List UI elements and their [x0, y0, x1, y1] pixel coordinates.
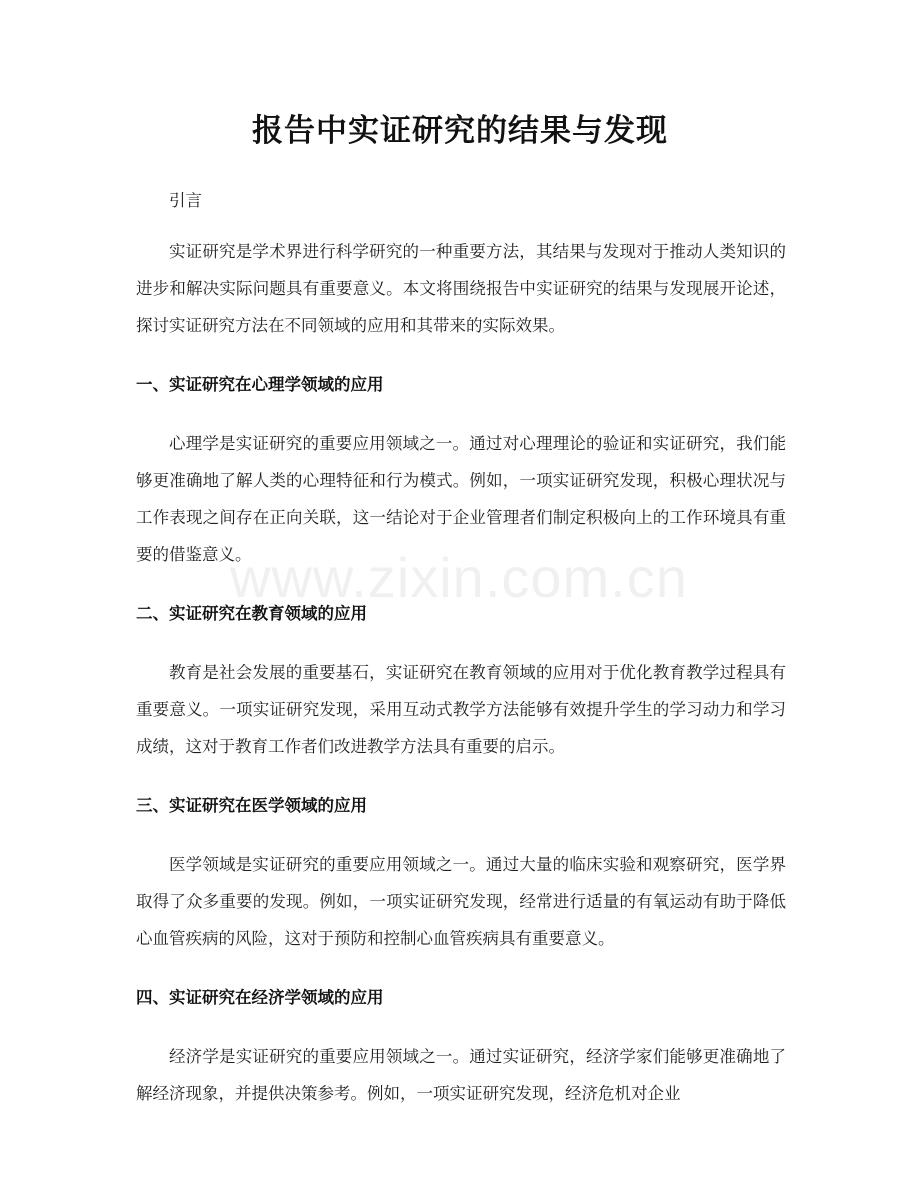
intro-label: 引言: [169, 191, 202, 210]
section-paragraph-psychology: 心理学是实证研究的重要应用领域之一。通过对心理理论的验证和实证研究，我们能够更准确地了解人类的心理特征和行为模式。例如，一项实证研究发现，积极心理状况与工作表现之间存在正向关联，这一结论对于企业管理者们制定积极向上的工作环境具有重要的借鉴意义。: [136, 434, 786, 564]
section-heading-medicine: 三、实证研究在医学领域的应用: [136, 796, 367, 815]
watermark-text: www.zixin.com.cn: [230, 546, 688, 609]
section-heading-economics: 四、实证研究在经济学领域的应用: [136, 988, 384, 1007]
section-paragraph-education: 教育是社会发展的重要基石，实证研究在教育领域的应用对于优化教育教学过程具有重要意义。一项实证研究发现，采用互动式教学方法能够有效提升学生的学习动力和学习成绩，这对于教育工作者们改进教学方法具有重要的启示。: [136, 663, 786, 756]
intro-paragraph: 实证研究是学术界进行科学研究的一种重要方法，其结果与发现对于推动人类知识的进步和解决实际问题具有重要意义。本文将围绕报告中实证研究的结果与发现展开论述，探讨实证研究方法在不同领域的应用和其带来的实际效果。: [136, 242, 786, 335]
document-body: [136, 182, 786, 1134]
section-paragraph-economics: 经济学是实证研究的重要应用领域之一。通过实证研究，经济学家们能够更准确地了解经济现象，并提供决策参考。例如，一项实证研究发现，经济危机对企业: [136, 1047, 786, 1103]
section-paragraph-medicine: 医学领域是实证研究的重要应用领域之一。通过大量的临床实验和观察研究，医学界取得了众多重要的发现。例如，一项实证研究发现，经常进行适量的有氧运动有助于降低心血管疾病的风险，这对于预防和控制心血管疾病具有重要意义。: [136, 855, 786, 948]
section-heading-education: 二、实证研究在教育领域的应用: [136, 604, 367, 623]
document-title: 报告中实证研究的结果与发现: [252, 113, 668, 149]
section-heading-psychology: 一、实证研究在心理学领域的应用: [136, 375, 384, 394]
